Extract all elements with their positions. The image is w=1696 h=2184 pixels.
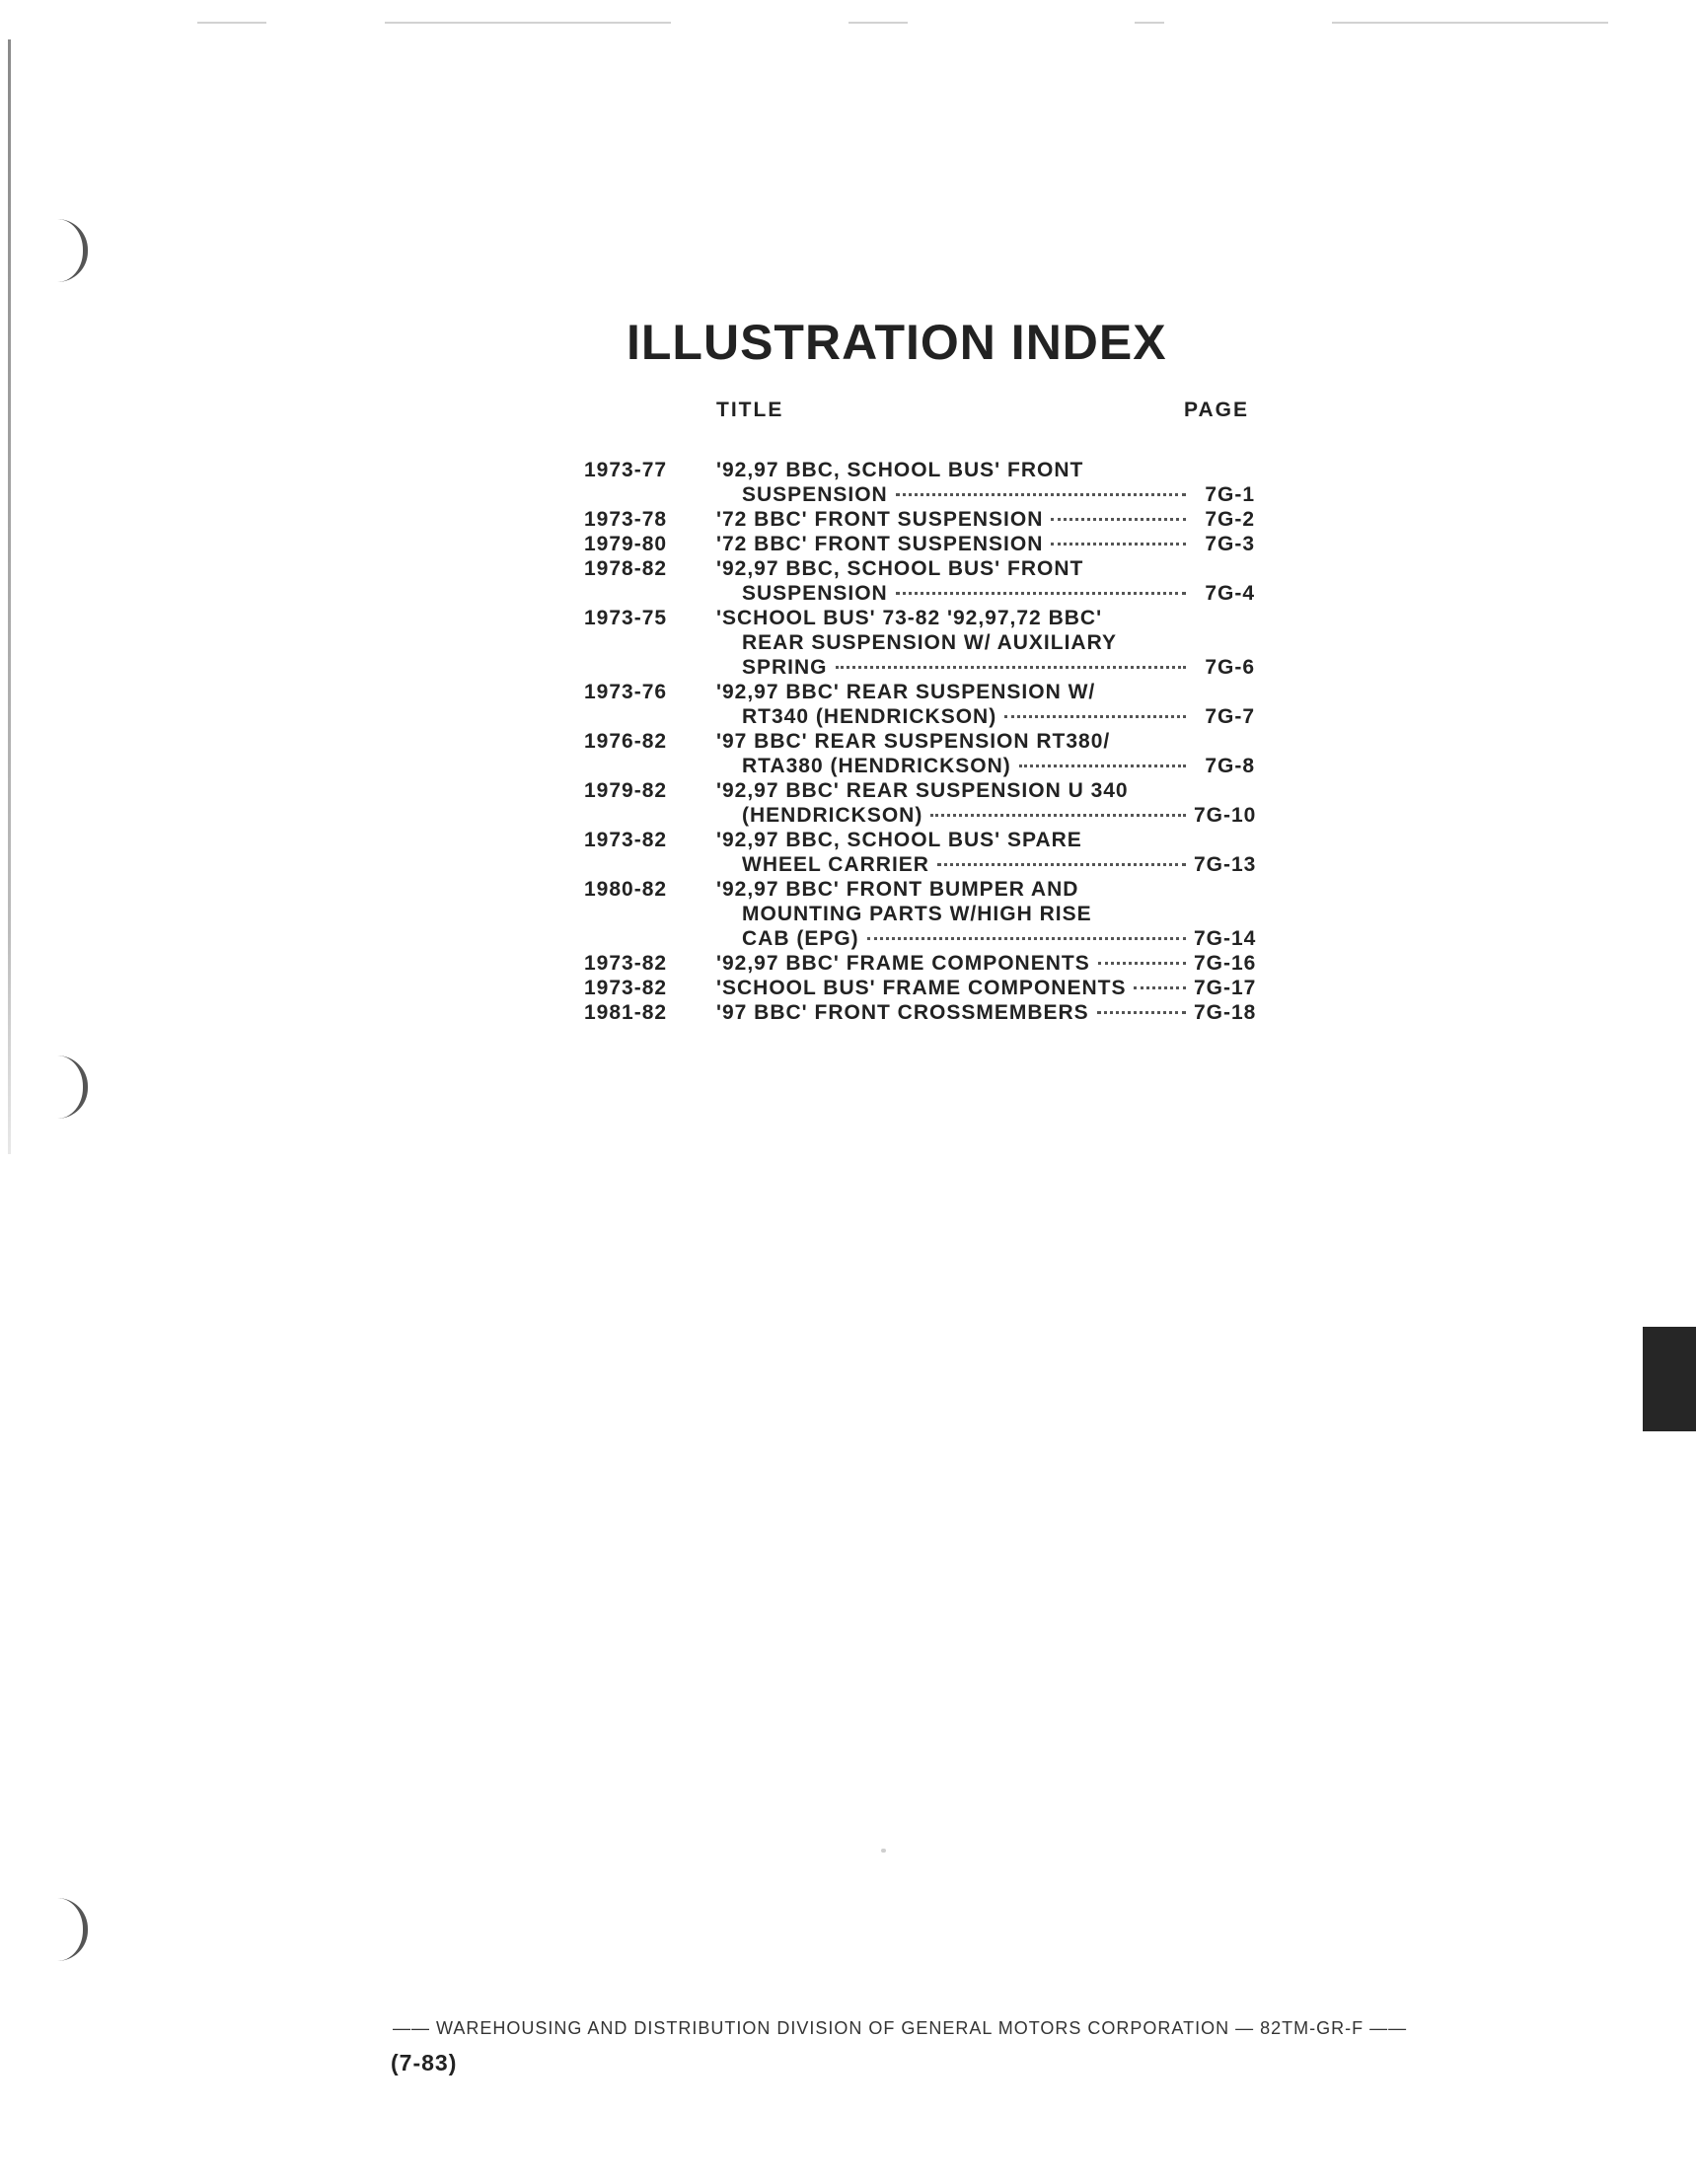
- entry-last-line: [716, 754, 1255, 778]
- entry-title-line: (HENDRICKSON): [742, 804, 923, 827]
- entry-title-line: '92,97 BBC' REAR SUSPENSION W/: [716, 681, 1096, 703]
- entry-page-number: 7G-1: [1205, 483, 1255, 506]
- dot-leader: [896, 493, 1186, 496]
- index-entry: [584, 556, 1255, 606]
- entry-body: [716, 828, 1255, 877]
- entry-title-line: 'SCHOOL BUS' 73-82 '92,97,72 BBC': [716, 607, 1103, 629]
- entry-title-line: '72 BBC' FRONT SUSPENSION: [716, 508, 1044, 531]
- entry-last-line: [716, 976, 1255, 1000]
- footer-text: —— WAREHOUSING AND DISTRIBUTION DIVISION OF GENERAL MOTORS CORPORATION — 82TM-GR-F ——: [393, 2018, 1408, 2038]
- dot-leader: [1097, 1011, 1186, 1014]
- index-entry: [584, 606, 1255, 680]
- entry-page-number: 7G-6: [1205, 656, 1255, 679]
- dot-leader: [867, 937, 1186, 940]
- scan-line: [848, 22, 908, 24]
- entry-years: 1973-82: [584, 977, 668, 999]
- entry-title-line: '72 BBC' FRONT SUSPENSION: [716, 533, 1044, 555]
- entry-body: [716, 606, 1255, 680]
- index-entry: [584, 458, 1255, 507]
- entry-title-line: CAB (EPG): [742, 927, 859, 950]
- scan-line: [197, 22, 266, 24]
- entry-body: [716, 680, 1255, 729]
- entry-years: 1973-76: [584, 681, 668, 703]
- page-title: ILLUSTRATION INDEX: [627, 315, 1167, 370]
- entry-title-line: SUSPENSION: [742, 582, 888, 605]
- entry-title-line: '92,97 BBC' FRAME COMPONENTS: [716, 952, 1090, 975]
- scan-speck: [881, 1849, 886, 1853]
- entry-title-line: RT340 (HENDRICKSON): [742, 705, 997, 728]
- footer-date: (7-83): [391, 2050, 458, 2075]
- entry-page-number: 7G-14: [1194, 927, 1257, 950]
- entry-title-line: MOUNTING PARTS W/HIGH RISE: [742, 903, 1092, 925]
- entry-body: [716, 976, 1255, 1000]
- entry-title-line: '92,97 BBC, SCHOOL BUS' SPARE: [716, 829, 1082, 851]
- entry-title-line: '92,97 BBC, SCHOOL BUS' FRONT: [716, 557, 1084, 580]
- entry-title-line: RTA380 (HENDRICKSON): [742, 755, 1011, 777]
- entry-last-line: [716, 482, 1255, 507]
- entry-years: 1978-82: [584, 557, 668, 580]
- entry-page-number: 7G-2: [1205, 508, 1255, 531]
- entry-body: [716, 556, 1255, 606]
- entry-years: 1980-82: [584, 878, 668, 901]
- index-entry: [584, 828, 1255, 877]
- entry-title-line: 'SCHOOL BUS' FRAME COMPONENTS: [716, 977, 1127, 999]
- dot-leader: [836, 666, 1186, 669]
- entry-body: [716, 877, 1255, 951]
- scan-line: [385, 22, 671, 24]
- column-header-page: PAGE: [1184, 399, 1249, 421]
- entry-title-line: SPRING: [742, 656, 828, 679]
- binder-hole-middle: [57, 1056, 88, 1119]
- binder-hole-bottom: [57, 1898, 88, 1961]
- entry-page-number: 7G-10: [1194, 804, 1257, 827]
- index-entry: [584, 976, 1255, 1000]
- page-left-edge: [8, 39, 11, 1154]
- entry-years: 1973-82: [584, 829, 668, 851]
- section-tab-marker: [1643, 1327, 1696, 1431]
- entry-years: 1973-77: [584, 459, 668, 481]
- entry-body: [716, 778, 1255, 828]
- entry-years: 1976-82: [584, 730, 668, 753]
- entry-title-line: SUSPENSION: [742, 483, 888, 506]
- index-entry: [584, 877, 1255, 951]
- entry-page-number: 7G-3: [1205, 533, 1255, 555]
- column-header-title: TITLE: [716, 399, 784, 421]
- entry-last-line: [716, 852, 1255, 877]
- entry-page-number: 7G-16: [1194, 952, 1257, 975]
- dot-leader: [1051, 518, 1186, 521]
- entry-title-line: '97 BBC' REAR SUSPENSION RT380/: [716, 730, 1111, 753]
- entry-last-line: [716, 1000, 1255, 1025]
- entry-title-line: '92,97 BBC' FRONT BUMPER AND: [716, 878, 1079, 901]
- scan-line: [1332, 22, 1608, 24]
- scan-line: [1135, 22, 1164, 24]
- entry-title-line: '92,97 BBC, SCHOOL BUS' FRONT: [716, 459, 1084, 481]
- entry-page-number: 7G-8: [1205, 755, 1255, 777]
- entry-body: [716, 507, 1255, 532]
- index-entry: [584, 729, 1255, 778]
- dot-leader: [1051, 543, 1186, 546]
- index-entry: [584, 507, 1255, 532]
- index-entry: [584, 778, 1255, 828]
- entry-body: [716, 729, 1255, 778]
- entry-last-line: [716, 926, 1255, 951]
- entry-title-line: '92,97 BBC' REAR SUSPENSION U 340: [716, 779, 1129, 802]
- entry-title-line: REAR SUSPENSION W/ AUXILIARY: [742, 631, 1117, 654]
- entry-page-number: 7G-13: [1194, 853, 1257, 876]
- entry-body: [716, 458, 1255, 507]
- index-entry: [584, 951, 1255, 976]
- binder-hole-top: [57, 219, 88, 282]
- index-entry: [584, 532, 1255, 556]
- dot-leader: [1019, 764, 1186, 767]
- dot-leader: [930, 814, 1186, 817]
- entry-years: 1973-82: [584, 952, 668, 975]
- dot-leader: [1134, 986, 1186, 989]
- entry-page-number: 7G-17: [1194, 977, 1257, 999]
- entry-page-number: 7G-7: [1205, 705, 1255, 728]
- entry-last-line: [716, 704, 1255, 729]
- entry-years: 1979-82: [584, 779, 668, 802]
- entry-last-line: [716, 655, 1255, 680]
- entry-last-line: [716, 951, 1255, 976]
- index-entry: [584, 1000, 1255, 1025]
- dot-leader: [937, 863, 1186, 866]
- index-entry: [584, 680, 1255, 729]
- entry-title-line: '97 BBC' FRONT CROSSMEMBERS: [716, 1001, 1089, 1024]
- entry-body: [716, 1000, 1255, 1025]
- entry-years: 1973-75: [584, 607, 668, 629]
- entry-page-number: 7G-4: [1205, 582, 1255, 605]
- entry-page-number: 7G-18: [1194, 1001, 1257, 1024]
- entry-title-line: WHEEL CARRIER: [742, 853, 929, 876]
- entry-last-line: [716, 803, 1255, 828]
- entry-body: [716, 532, 1255, 556]
- entry-last-line: [716, 507, 1255, 532]
- index-entries: [584, 458, 1255, 1025]
- dot-leader: [1098, 962, 1186, 965]
- entry-body: [716, 951, 1255, 976]
- entry-years: 1973-78: [584, 508, 668, 531]
- entry-last-line: [716, 532, 1255, 556]
- entry-years: 1981-82: [584, 1001, 668, 1024]
- dot-leader: [1004, 715, 1186, 718]
- dot-leader: [896, 592, 1186, 595]
- entry-years: 1979-80: [584, 533, 668, 555]
- entry-last-line: [716, 581, 1255, 606]
